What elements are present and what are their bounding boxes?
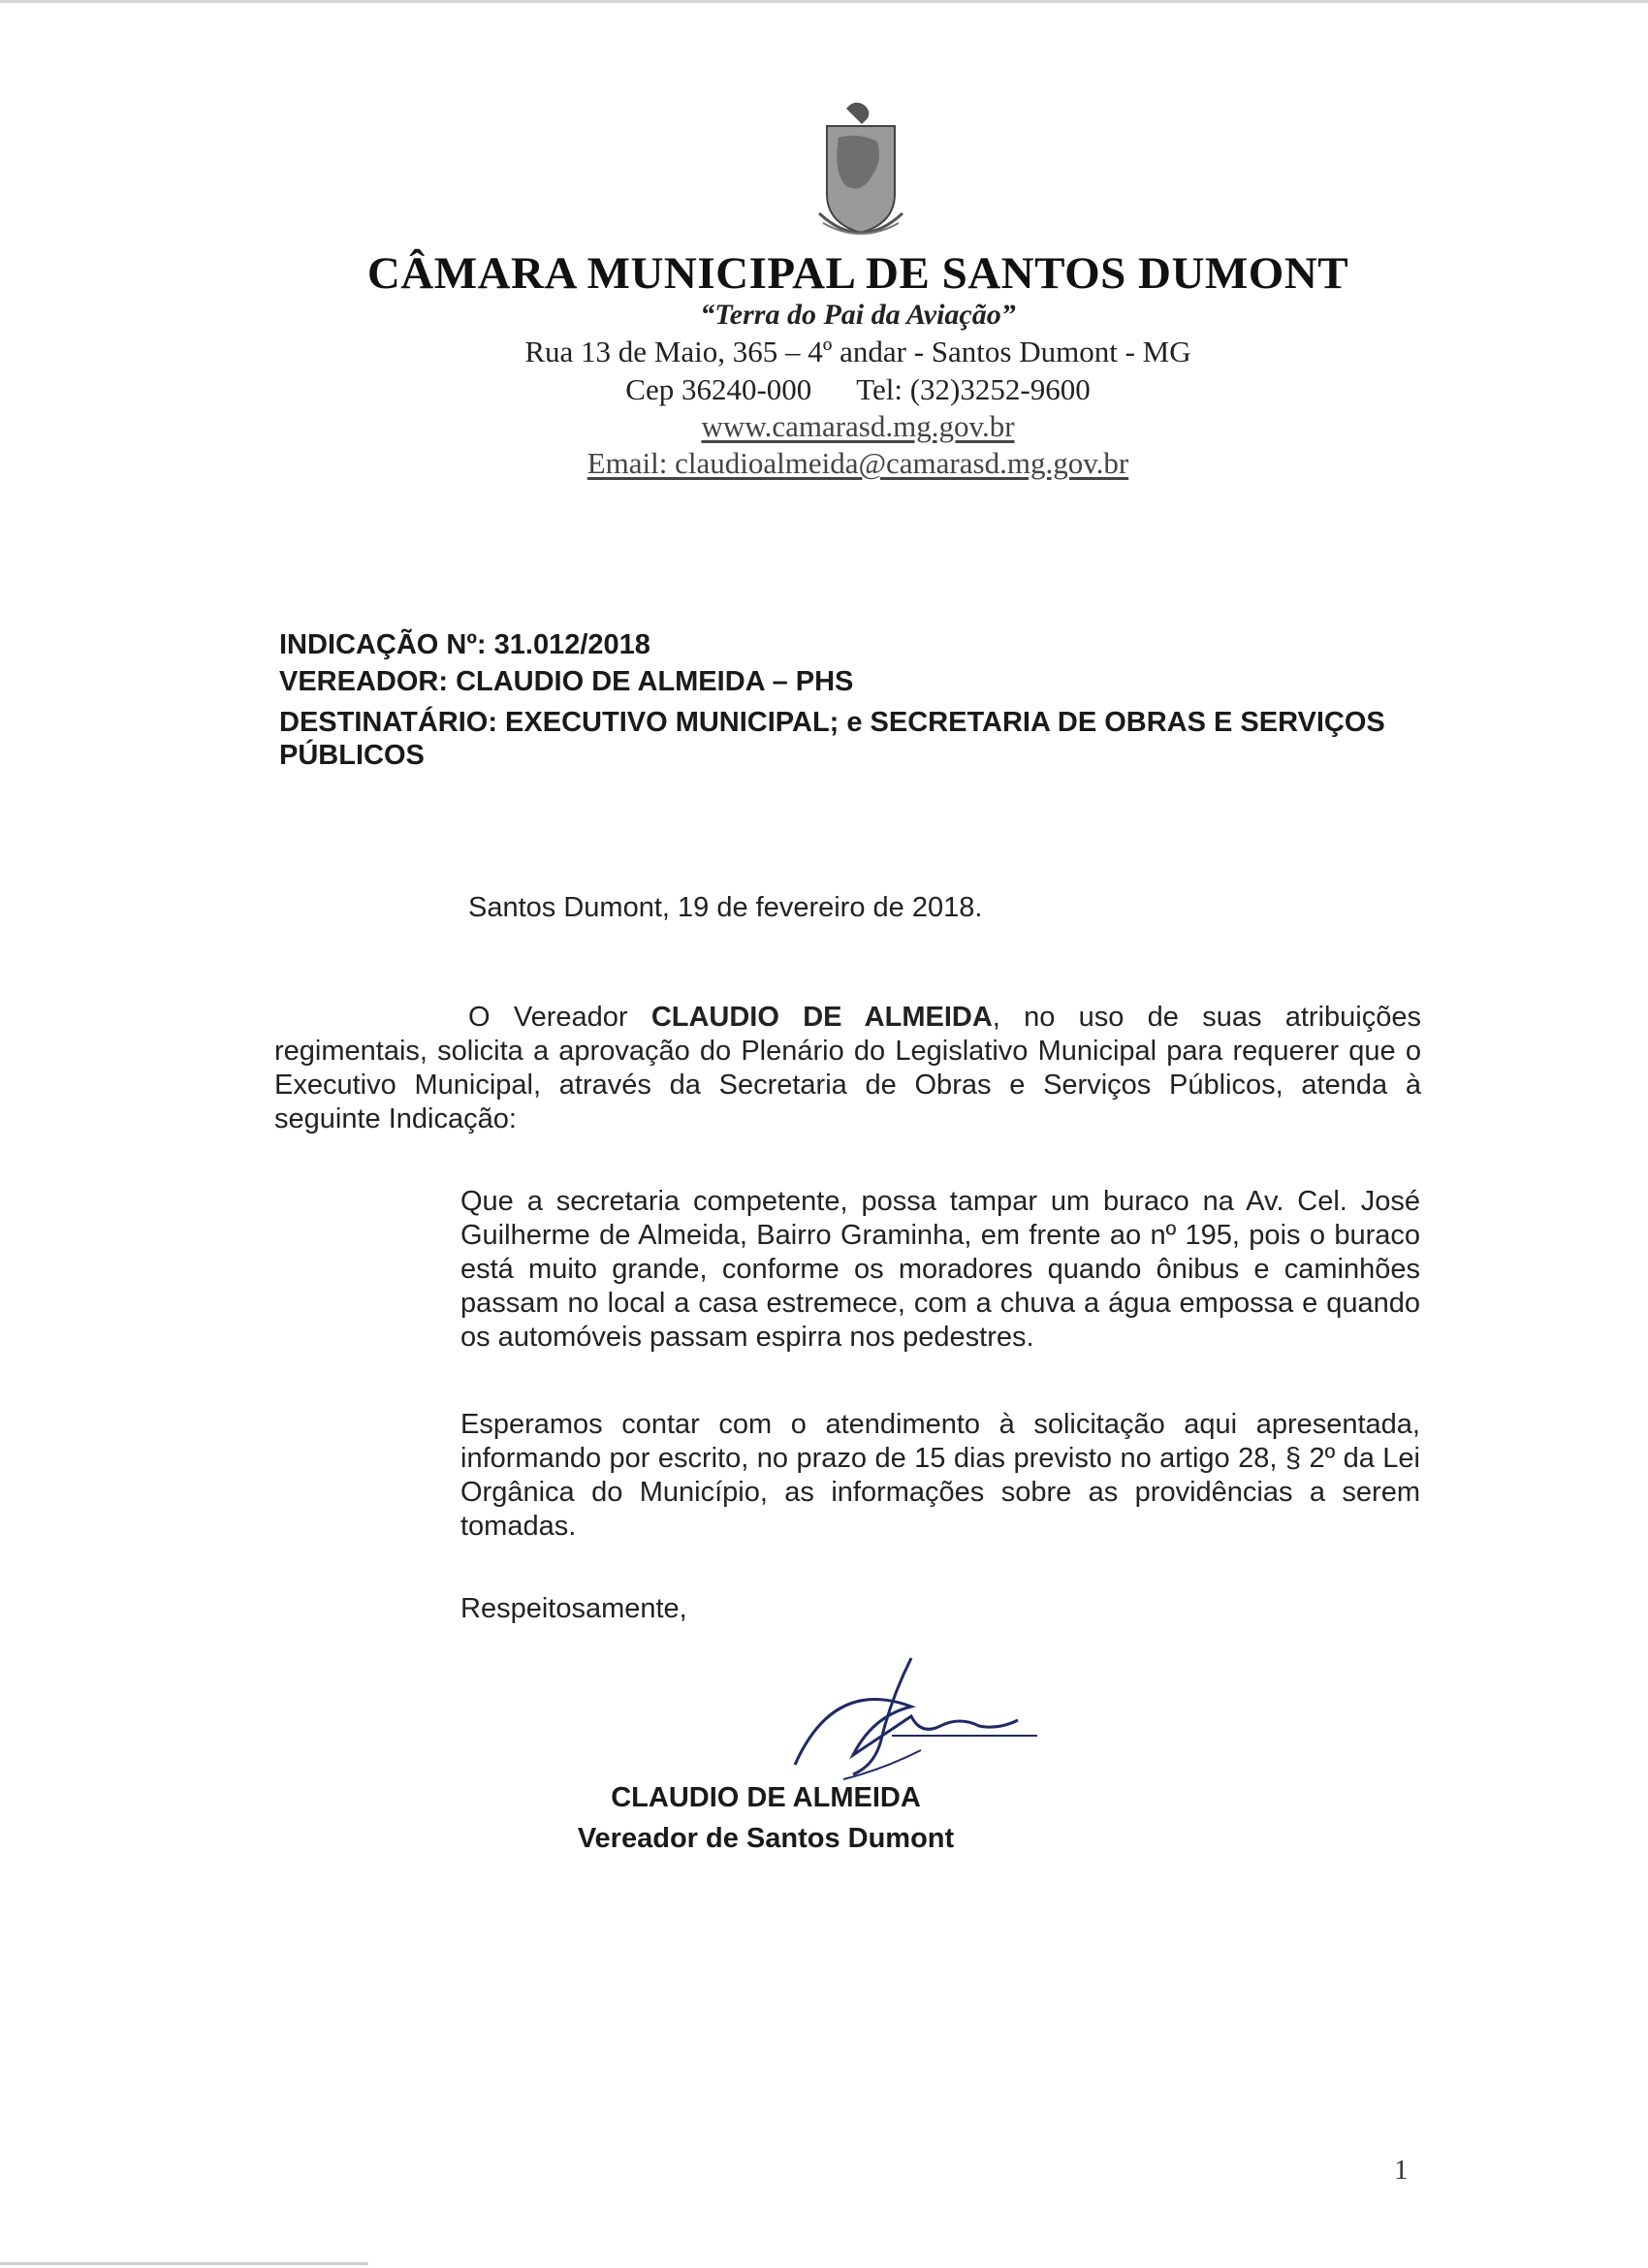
intro-start: O Vereador	[468, 1002, 651, 1033]
expectation-paragraph: Esperamos contar com o atendimento à solicitação aqui apresentada, informando por escrito, no prazo de 15 dias previsto no artigo 28, § 2º da Lei Orgânica do Município, as informações sobre as providências a serem tomadas.	[460, 1409, 1420, 1542]
intro-rest: , no uso de suas atribuições regimentais, solicita a aprovação do Plenário do Legislativo Municipal para requerer que o Executivo Municipal, através da Secretaria de Obras e Serviços Públicos, atenda à seguinte Indicação:	[274, 1002, 1421, 1134]
destinatario-line: DESTINATÁRIO: EXECUTIVO MUNICIPAL; e SECRETARIA DE OBRAS E SERVIÇOS PÚBLICOS	[279, 707, 1385, 771]
scan-edge-bottom	[0, 2262, 368, 2265]
closing-line: Respeitosamente,	[460, 1593, 687, 1624]
org-motto: “Terra do Pai da Aviação”	[700, 299, 1016, 331]
signatory-name: CLAUDIO DE ALMEIDA	[611, 1782, 921, 1813]
contact-line: Cep 36240-000 Tel: (32)3252-9600	[625, 372, 1091, 406]
date-line: Santos Dumont, 19 de fevereiro de 2018.	[468, 892, 983, 923]
scan-edge-top	[0, 0, 1648, 3]
indicacao-number: INDICAÇÃO Nº: 31.012/2018	[279, 629, 650, 660]
org-title: CÂMARA MUNICIPAL DE SANTOS DUMONT	[366, 248, 1349, 299]
page-number: 1	[1394, 2155, 1409, 2186]
website-link[interactable]: www.camarasd.mg.gov.br	[701, 409, 1015, 443]
signatory-role: Vereador de Santos Dumont	[577, 1823, 955, 1854]
website-line	[0, 409, 1648, 444]
coat-of-arms-icon	[808, 99, 914, 244]
intro-name: CLAUDIO DE ALMEIDA	[650, 1002, 993, 1033]
request-paragraph: Que a secretaria competente, possa tampar um buraco na Av. Cel. José Guilherme de Almeida, Bairro Graminha, em frente ao nº 195, pois o buraco está muito grande, conforme os moradores quando ônibus e caminhões passam no local a casa estremece, com a chuva a água empossa e quando os automóveis passam espirra nos pedestres.	[460, 1186, 1420, 1353]
handwritten-signature	[776, 1648, 1066, 1784]
email-line	[0, 446, 1648, 481]
vereador-line: VEREADOR: CLAUDIO DE ALMEIDA – PHS	[279, 666, 854, 697]
intro-paragraph	[274, 1001, 1421, 1136]
email-link[interactable]: Email: claudioalmeida@camarasd.mg.gov.br	[586, 446, 1129, 480]
address-line: Rua 13 de Maio, 365 – 4º andar - Santos Dumont - MG	[524, 335, 1191, 368]
